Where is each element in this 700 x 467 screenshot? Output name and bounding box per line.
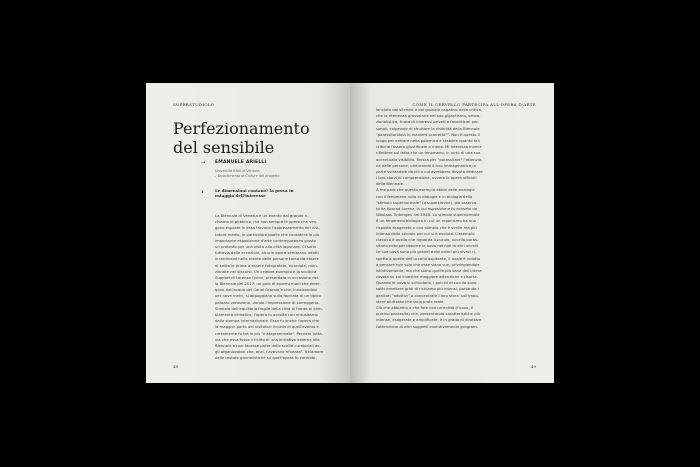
body-line: l'attenzione di altri soggetti evolutivamente program- <box>376 323 479 329</box>
body-line: sonali, colpevole di sfruttare la visibilità della Biennale <box>376 125 480 131</box>
running-head-right: COME IL CERVELLO PARTECIPA ALL'OPERA D'ARTE <box>412 102 536 107</box>
body-line: ne delle persone, catturando il loro immaginario e in <box>376 162 476 168</box>
body-line: gono esposte in essa trovano l'apprezzamento del visi- <box>215 225 320 231</box>
left-body-text <box>215 213 335 362</box>
body-line: tuttavia delle eccezioni, alcune opere sembrano infatti <box>215 250 319 256</box>
body-line: per nove metri, si appoggiano sulla facciata di un tipico <box>215 293 321 299</box>
body-line: zionate nei discorsi. Un celebre esempio è la scultura <box>215 268 317 274</box>
body-line: con il fenomeno noto in etologia e in biologia dello <box>376 193 473 199</box>
body-line: gono dall'acqua del Canal Grande e che, innalzandosi <box>215 287 318 293</box>
body-line: sitario noto per deporre le uova nei nidi di altri uccelli. <box>376 243 480 249</box>
body-line: Simbolo dell'equilibrio fragile della città di fronte al cam- <box>215 305 323 311</box>
affiliation-line: – Dipartimento di Culture del progetto <box>215 174 280 178</box>
body-line: Nikolaas Tinbergen nel 1948. Lo stimolo supernormale <box>376 212 480 218</box>
body-line: lanciato dal silenzio o dal giudizio negativo della critica, <box>376 107 483 112</box>
body-line: tatore medio, in particolare quelle che considera la più <box>215 231 320 237</box>
body-line: critiche fossero giustificate o meno. Mi interessa invece <box>376 144 482 150</box>
body-line: zionalistica, frutto di interessi privati e favoritismi per- <box>376 119 480 125</box>
body-line: Le sue uova sono più grandi e dai colori più vivaci ri- <box>376 249 477 255</box>
body-line: covata su cui investire maggiore attenzione e risorse. <box>376 274 479 280</box>
body-line: istintivamente, ma che siano quelle più sane dell'intera <box>376 267 482 273</box>
body-line: palazzo veneziano, dando l'impressione di sorreggerla. <box>215 299 320 305</box>
section-number: 1 <box>201 189 204 194</box>
body-line: un pretesto per una visita alla città lagunare. Ci sono <box>215 243 317 249</box>
body-line: classico è quello che riguarda il cuculo, uccello paras- <box>376 236 479 242</box>
body-line: è un fenomeno biologico in cui un organismo ha una <box>376 218 476 224</box>
section-title: Le dimensioni contano? la prova in ostaggio dell'interesse <box>215 188 294 199</box>
body-line: Support di Lorenzo Quinn, presentata in occasione del- <box>215 274 320 280</box>
article-title <box>173 119 343 157</box>
title-line-1: Perfezionamento <box>173 119 310 138</box>
body-line: accentuata visibilità, finisca per "parassitare" l'attenzio- <box>376 156 483 162</box>
body-line: "parassitandola in maniera scorretta"². Non è questo il <box>376 131 480 137</box>
body-line: to da Konrad Lorenz, la cui esposizione fu conseta da <box>376 206 478 211</box>
body-line: Ciò che abbiamo a che fare con un'entità (l'uovo, il <box>376 305 473 310</box>
body-line: riflettere sul fatto che un fenomeno, in virtù di una sua <box>376 150 481 156</box>
page-number-left: 48 <box>173 364 179 369</box>
body-line: dalla stampa internazionale. Essa fu anche l'opera che <box>215 318 319 324</box>
right-body-text <box>376 107 534 330</box>
body-line: spetto a quelle dell'uccello ospitante, il quale è indotto <box>376 255 481 261</box>
body-line: biamento climatico, l'opera fu accolta con entusiasmo <box>215 312 318 317</box>
body-line: certamente fu tra le più "instagrammate". Peccato tutta- <box>215 330 324 336</box>
body-line: importante esposizione d'arte contemporanea giusto <box>215 237 316 243</box>
body-line: intense, esagerate e amplificate, è in grado di dirottare <box>376 317 482 323</box>
body-line: Biennale e non facesse parte delle scelte curatoriali de- <box>215 342 321 348</box>
running-head-left: SUPERSTUDIOLO <box>173 102 215 107</box>
body-line: che la ritenevaa grossolana nel suo gigantismo, senza- <box>376 113 481 119</box>
body-line: stere piuttosto che sulla prole reale. <box>376 298 445 304</box>
body-line: di solito le prime a essere fotografate, ricordate, men- <box>215 262 319 268</box>
body-line: i loro sforzi di comprensione, ovvero le opere ufficiali <box>376 175 477 181</box>
body-line: la Biennale del 2017: un paio di enormi mani che emer- <box>215 281 321 287</box>
affiliation-line: Università IUAV di Venezia <box>215 169 260 173</box>
body-line: incardinarsi nella mente delle persone tanto da essere <box>215 256 319 262</box>
right-page <box>350 83 554 383</box>
body-line: Quando le uova si schiudono, i pulcini di cuculo sono <box>376 280 477 286</box>
title-line-2: del sensibile <box>173 138 275 157</box>
body-line: chiamo di pubblico, ma non sempre le opere che ven- <box>215 219 318 225</box>
body-line: delle testate giornalistiche su quell'opera fu controbi- <box>215 355 317 361</box>
body-line: via che essa fosse il frutto di una iniziativa esterna alla <box>215 336 320 342</box>
body-line: risposta esagerata a uno stimolo che è simile ma più <box>376 224 477 230</box>
body-line: soliti emettere gridi di richiamo più intensi, portando i <box>376 286 479 292</box>
body-line: la maggior parte dei visitatori ricorda di quell'evento e <box>215 324 319 330</box>
body-line: a pensare non solo che esse siano sue, privilegiandole <box>376 261 480 267</box>
body-line: luogo per entrare nella polemica e stabilire quanto tali <box>376 137 480 143</box>
page-number-right: 49 <box>530 364 536 369</box>
body-line: parte svirandole da ciò a cui avrebbero dovuto dedicare <box>376 168 483 174</box>
body-line: A me pare che questo esempio abbia delle analogie <box>376 187 475 193</box>
body-line: La Biennale di Venezia è un evento dal grande ri- <box>215 213 309 218</box>
body-line: gli organizzatori che, anzi, l'avevano rifiutata¹. Il clamore <box>215 349 324 355</box>
body-line: pulcino parassita) che, presentando caratteristiche più <box>376 311 481 317</box>
body-line: "stimolo supernormale" (o supersimmo), già osserva- <box>376 199 478 205</box>
body-line: intenso dello stimolo per cui si è evoluto. L'esempio <box>376 230 475 236</box>
arrow-right-icon: → <box>201 160 206 166</box>
body-line: genitori "adottivi" a concentrare i loro sforzi sull'impo- <box>376 292 480 298</box>
body-line: della Biennale. <box>376 181 405 187</box>
left-page <box>146 83 350 383</box>
author-name: EMANUELE ARIELLI <box>215 160 267 165</box>
